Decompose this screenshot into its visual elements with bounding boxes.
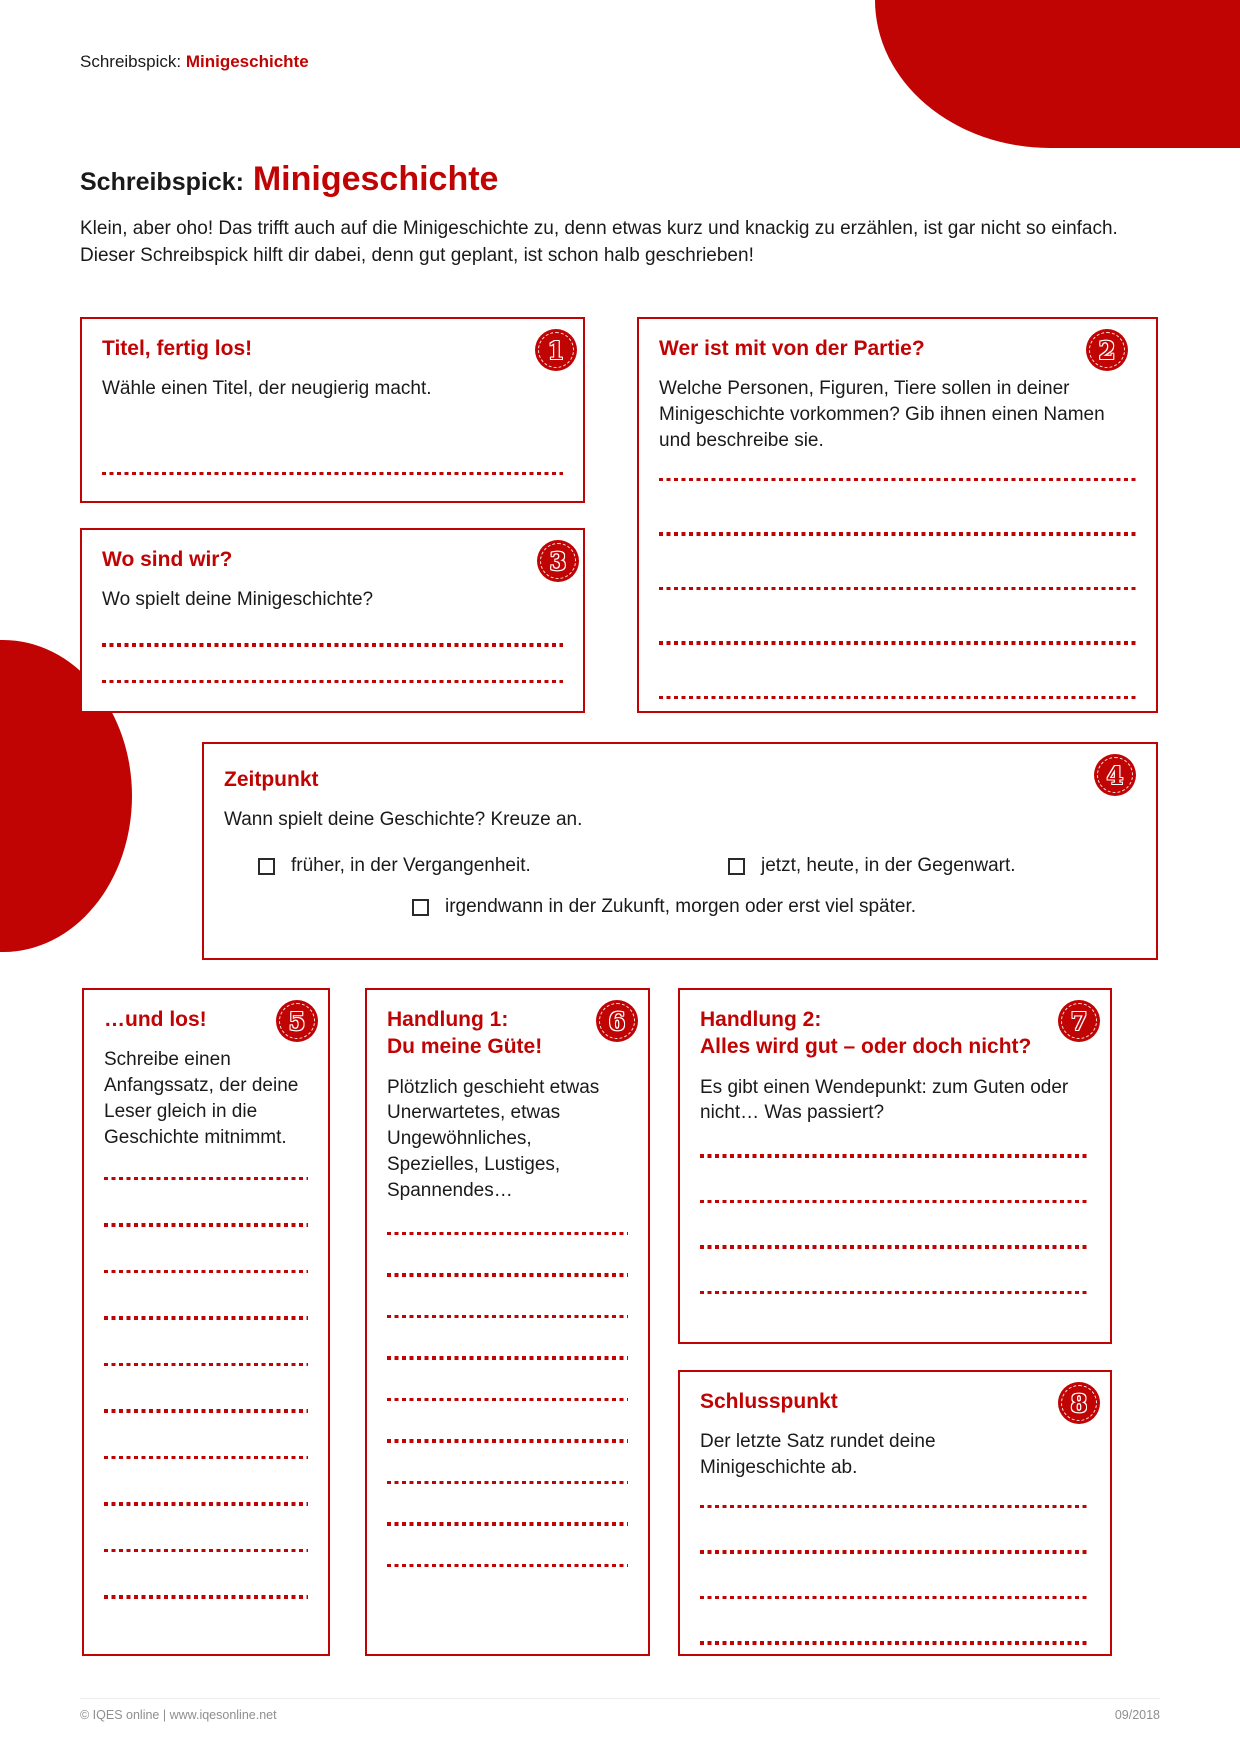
section-2-number-badge: [1086, 329, 1128, 371]
answer-line: [659, 532, 1136, 536]
checkbox-past[interactable]: [258, 858, 275, 875]
checkbox-future[interactable]: [412, 899, 429, 916]
answer-line: [104, 1363, 308, 1367]
option-future-label: irgendwann in der Zukunft, morgen oder erst viel später.: [445, 896, 917, 918]
answer-line: [700, 1200, 1090, 1204]
section-box-handlung2: [678, 988, 1112, 1344]
answer-lines: [387, 1232, 628, 1568]
checkbox-present[interactable]: [728, 858, 745, 875]
section-title: …und los!: [104, 1008, 207, 1031]
answer-lines: [102, 643, 563, 683]
section-number: 2: [1098, 335, 1116, 365]
section-8-number-badge: [1058, 1382, 1100, 1424]
section-title: Wer ist mit von der Partie?: [659, 337, 925, 360]
answer-line: [700, 1291, 1090, 1295]
answer-line: [387, 1439, 628, 1443]
decorative-red-shape-top-right: [875, 0, 1240, 148]
section-title-line2: Alles wird gut – oder doch nicht?: [700, 1035, 1032, 1059]
section-title: [700, 1006, 1090, 1061]
answer-line: [387, 1481, 628, 1485]
answer-line: [700, 1596, 1090, 1600]
option-future: [412, 896, 916, 918]
answer-line: [104, 1456, 308, 1460]
answer-line: [700, 1245, 1090, 1249]
section-box-wo: [80, 528, 585, 713]
section-3-number-badge: [537, 540, 579, 582]
option-present-label: jetzt, heute, in der Gegenwart.: [761, 855, 1016, 877]
answer-lines: [700, 1154, 1090, 1294]
answer-line: [700, 1505, 1090, 1509]
answer-line: [700, 1154, 1090, 1158]
section-instructions: Es gibt einen Wendepunkt: zum Guten oder nicht… Was passiert?: [700, 1076, 1069, 1124]
section-title: Titel, fertig los!: [102, 337, 253, 360]
answer-line: [104, 1316, 308, 1320]
page-title-topic: Minigeschichte: [252, 160, 499, 198]
answer-lines: [104, 1177, 308, 1599]
section-title: Zeitpunkt: [224, 768, 319, 791]
intro-paragraph: Klein, aber oho! Das trifft auch auf die Minigeschichte zu, denn etwas kurz und knackig zu erzählen, ist gar nicht so einfach. Dieser Schreibspick hilft dir dabei, denn gut geplant, ist schon halb geschrieben!: [80, 218, 1118, 266]
section-box-zeitpunkt: [202, 742, 1158, 960]
answer-line: [104, 1595, 308, 1599]
section-title: [387, 1006, 628, 1061]
section-instructions: Wähle einen Titel, der neugierig macht.: [102, 378, 432, 400]
section-instructions: Der letzte Satz rundet deine Minigeschichte ab.: [700, 1431, 936, 1479]
section-number: 3: [549, 546, 567, 576]
section-box-undlos: [82, 988, 330, 1656]
answer-lines: [659, 478, 1136, 700]
answer-line: [659, 478, 1136, 482]
running-header-topic: Minigeschichte: [185, 52, 309, 71]
page-title-prefix: Schreibspick:: [80, 168, 244, 196]
checkbox-row-2: [224, 896, 1136, 918]
section-number: 8: [1070, 1388, 1088, 1418]
section-7-number-badge: [1058, 1000, 1100, 1042]
section-5-number-badge: [276, 1000, 318, 1042]
answer-line: [387, 1398, 628, 1402]
answer-lines: [102, 472, 563, 476]
footer-date: 09/2018: [1114, 1708, 1160, 1722]
section-box-schlusspunkt: [678, 1370, 1112, 1656]
section-box-handlung1: [365, 988, 650, 1656]
answer-line: [102, 680, 563, 684]
section-title-line1: Handlung 2:: [700, 1008, 822, 1031]
answer-line: [387, 1522, 628, 1526]
section-number: 5: [288, 1006, 306, 1036]
section-number: 6: [608, 1006, 626, 1036]
answer-line: [387, 1232, 628, 1236]
section-instructions: Wo spielt deine Minigeschichte?: [102, 589, 374, 611]
section-4-number-badge: [1094, 754, 1136, 796]
running-header: [80, 52, 309, 72]
answer-line: [387, 1356, 628, 1360]
section-title: Wo sind wir?: [102, 548, 233, 571]
section-instructions: Welche Personen, Figuren, Tiere sollen in deiner Minigeschichte vorkommen? Gib ihnen einen Namen und beschreibe sie.: [659, 378, 1105, 451]
section-number: 7: [1070, 1006, 1088, 1036]
answer-line: [387, 1564, 628, 1568]
answer-lines: [700, 1505, 1090, 1645]
section-number: 4: [1106, 760, 1124, 790]
option-present: [728, 855, 1016, 877]
section-instructions: Plötzlich geschieht etwas Unerwartetes, etwas Ungewöhnliches, Spezielles, Lustiges, Spannendes…: [387, 1076, 600, 1201]
answer-line: [700, 1550, 1090, 1554]
answer-line: [659, 641, 1136, 645]
answer-line: [104, 1409, 308, 1413]
section-number: 1: [547, 335, 565, 365]
answer-line: [659, 696, 1136, 700]
running-header-prefix: Schreibspick:: [80, 52, 182, 71]
answer-line: [387, 1273, 628, 1277]
option-past-label: früher, in der Vergangenheit.: [291, 855, 531, 877]
option-past: [258, 855, 728, 877]
section-6-number-badge: [596, 1000, 638, 1042]
footer-copyright: © IQES online | www.iqesonline.net: [80, 1708, 277, 1722]
answer-line: [387, 1315, 628, 1319]
section-box-titel: [80, 317, 585, 503]
answer-line: [102, 643, 563, 647]
answer-line: [104, 1177, 308, 1181]
answer-line: [104, 1549, 308, 1553]
page-title: [80, 160, 498, 199]
answer-line: [104, 1502, 308, 1506]
section-title-line1: Handlung 1:: [387, 1008, 509, 1031]
answer-line: [659, 587, 1136, 591]
section-title: Schlusspunkt: [700, 1390, 838, 1413]
section-instructions: Schreibe einen Anfangssatz, der deine Leser gleich in die Geschichte mitnimmt.: [104, 1049, 299, 1148]
section-title-line2: Du meine Güte!: [387, 1035, 543, 1059]
checkbox-row-1: [224, 855, 1136, 877]
answer-line: [700, 1641, 1090, 1645]
answer-line: [104, 1270, 308, 1274]
section-1-number-badge: [535, 329, 577, 371]
answer-line: [102, 472, 563, 476]
section-box-partie: [637, 317, 1158, 713]
answer-line: [104, 1223, 308, 1227]
page-footer: [80, 1698, 1160, 1722]
section-instructions: Wann spielt deine Geschichte? Kreuze an.: [224, 809, 583, 831]
